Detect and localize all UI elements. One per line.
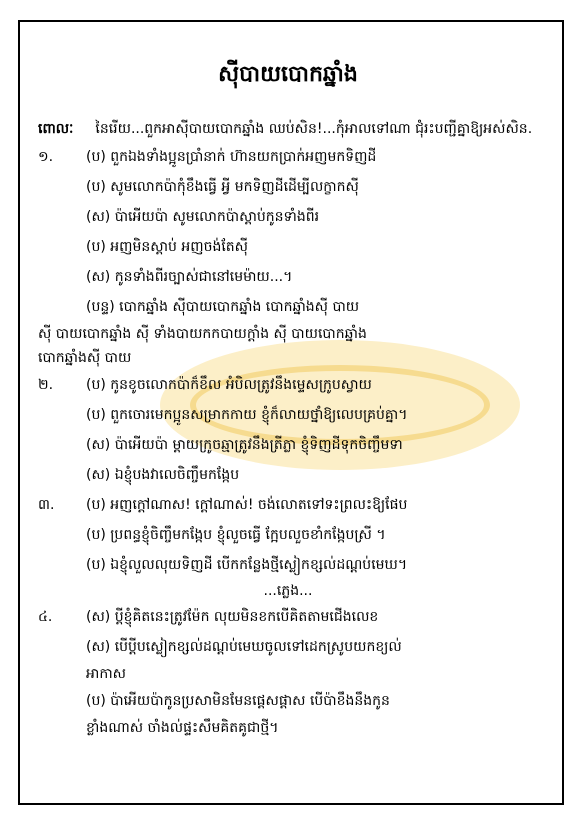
scene-number: ៣. <box>38 497 55 513</box>
dialogue-line: (ប) ប្រពន្ធខ្ញុំចិញ្ចឹមកង្កែប ខ្ញុំលួចធ្វើ ក្អែបលួចខាំកង្កែបស្រី ។ <box>86 527 386 543</box>
dialogue-line: បោកឆ្នាំងស៊ី បាយ <box>38 350 132 366</box>
scene-1 <box>38 142 538 370</box>
dialogue-line: (ប) ពួកឯងទាំងប្អូនប្រាំនាក់ ហ៊ានយកប្រាក់អញមកទិញដី <box>86 149 377 165</box>
document-content <box>20 60 562 740</box>
scene-3 <box>38 490 538 602</box>
dialogue-line: (បន្ទ) បោកឆ្នាំង ស៊ីបាយបោកឆ្នាំង បោកឆ្នាំងស៊ី បាយ <box>86 299 360 315</box>
scene-number: ១. <box>38 149 54 165</box>
scene-2 <box>38 370 538 490</box>
scene-number: ២. <box>38 377 54 393</box>
dialogue-line: (ស) ឯខ្ញុំបងវាលេចិញ្ចឹមកង្កែប <box>86 467 240 483</box>
dialogue-line: អាកាស <box>86 666 126 682</box>
intro-text: នៃរើយ...ពួកអាស៊ីបាយបោកឆ្នាំង ឈប់សិន!...កុំអាលទៅណា ជុំរះបញ្ជីគ្នាឱ្យអស់សិន. <box>95 121 533 137</box>
dialogue-line: (ស) ប្ដីខ្ញុំគិតនេះត្រូវម៉ែក លុយមិនខកបើគិតតាមជើងលេខ <box>86 609 379 625</box>
scene-4 <box>38 602 538 740</box>
scene-number: ៤. <box>38 609 53 625</box>
dialogue-line: ខ្លាំងណាស់ ចាំងល់ផ្ទះសឹមគិតគូជាថ្មី។ <box>86 720 279 736</box>
intro-paragraph <box>38 118 538 140</box>
dialogue-line: (ប) កូនខូចលោកប៉ាក៏ខឹល អំបិលត្រូវនឹងម្ទេសក្រូបស្វាយ <box>86 377 372 393</box>
dialogue-line: (ប) ឯខ្ញុំលួលលុយទិញដី បើកកន្លែងថ្មីស្លៀកខ្សល់ដណ្ដប់មេឃ។ <box>86 557 408 573</box>
dialogue-line: (ប) អញមិនស្ដាប់ អញចង់តែស៊ី <box>86 239 249 255</box>
page-frame <box>18 20 564 805</box>
dialogue-line: (ប) អញក្ដៅណាស! ក្ដៅណាស់! ចង់លោតទៅទះព្រលះឱ្យផែប <box>86 497 408 513</box>
dialogue-line: (ស) បើប្ដីបស្លៀកខ្សល់ដណ្ដប់មេឃចូលទៅដេកស្រូបយកខ្យល់ <box>86 639 402 655</box>
page-title: ស៊ីបាយបោកឆ្នាំង <box>218 62 358 87</box>
dialogue-line: (ស) ប៉ាអើយប៉ា ម្ដាយក្រូចឆ្មាត្រូវនឹងត្រីភ្លា ខ្ញុំទិញដីទុកចិញ្ចឹមទា <box>86 437 403 453</box>
dialogue-line: (ស) កូនទាំងពីរច្បាស់ជានៅមេម៉ាយ...។ <box>86 269 293 285</box>
dialogue-line: (ប) ប៉ាអើយប៉ាកូនប្រសាមិនមែនផ្ដេសផ្ដាស បើប៉ាខឹងនឹងកូន <box>86 693 390 709</box>
dialogue-line: (ប) សូមលោកប៉ាកុំខឹងធ្វើ អ្វី មកទិញដីដើម្បីលក្ខាកស៊ី <box>86 179 359 195</box>
intro-label: ពោលៈ <box>38 121 74 137</box>
dialogue-line: (ប) ពួកចោរមេកប្អូនសម្រាកកាយ ខ្ញុំក៏លាយថ្នាំឱ្យលេបគ្រប់គ្នា។ <box>86 407 408 423</box>
dialogue-line: (ស) ប៉ាអើយប៉ា សូមលោកប៉ាស្ដាប់កូនទាំងពីរ <box>86 209 320 225</box>
music-cue: ...ភ្លេង... <box>263 583 313 599</box>
dialogue-line: ស៊ី បាយបោកឆ្នាំង ស៊ី ទាំងបាយកកបាយក្ដាំង ស៊ី បាយបោកឆ្នាំង <box>38 326 367 342</box>
